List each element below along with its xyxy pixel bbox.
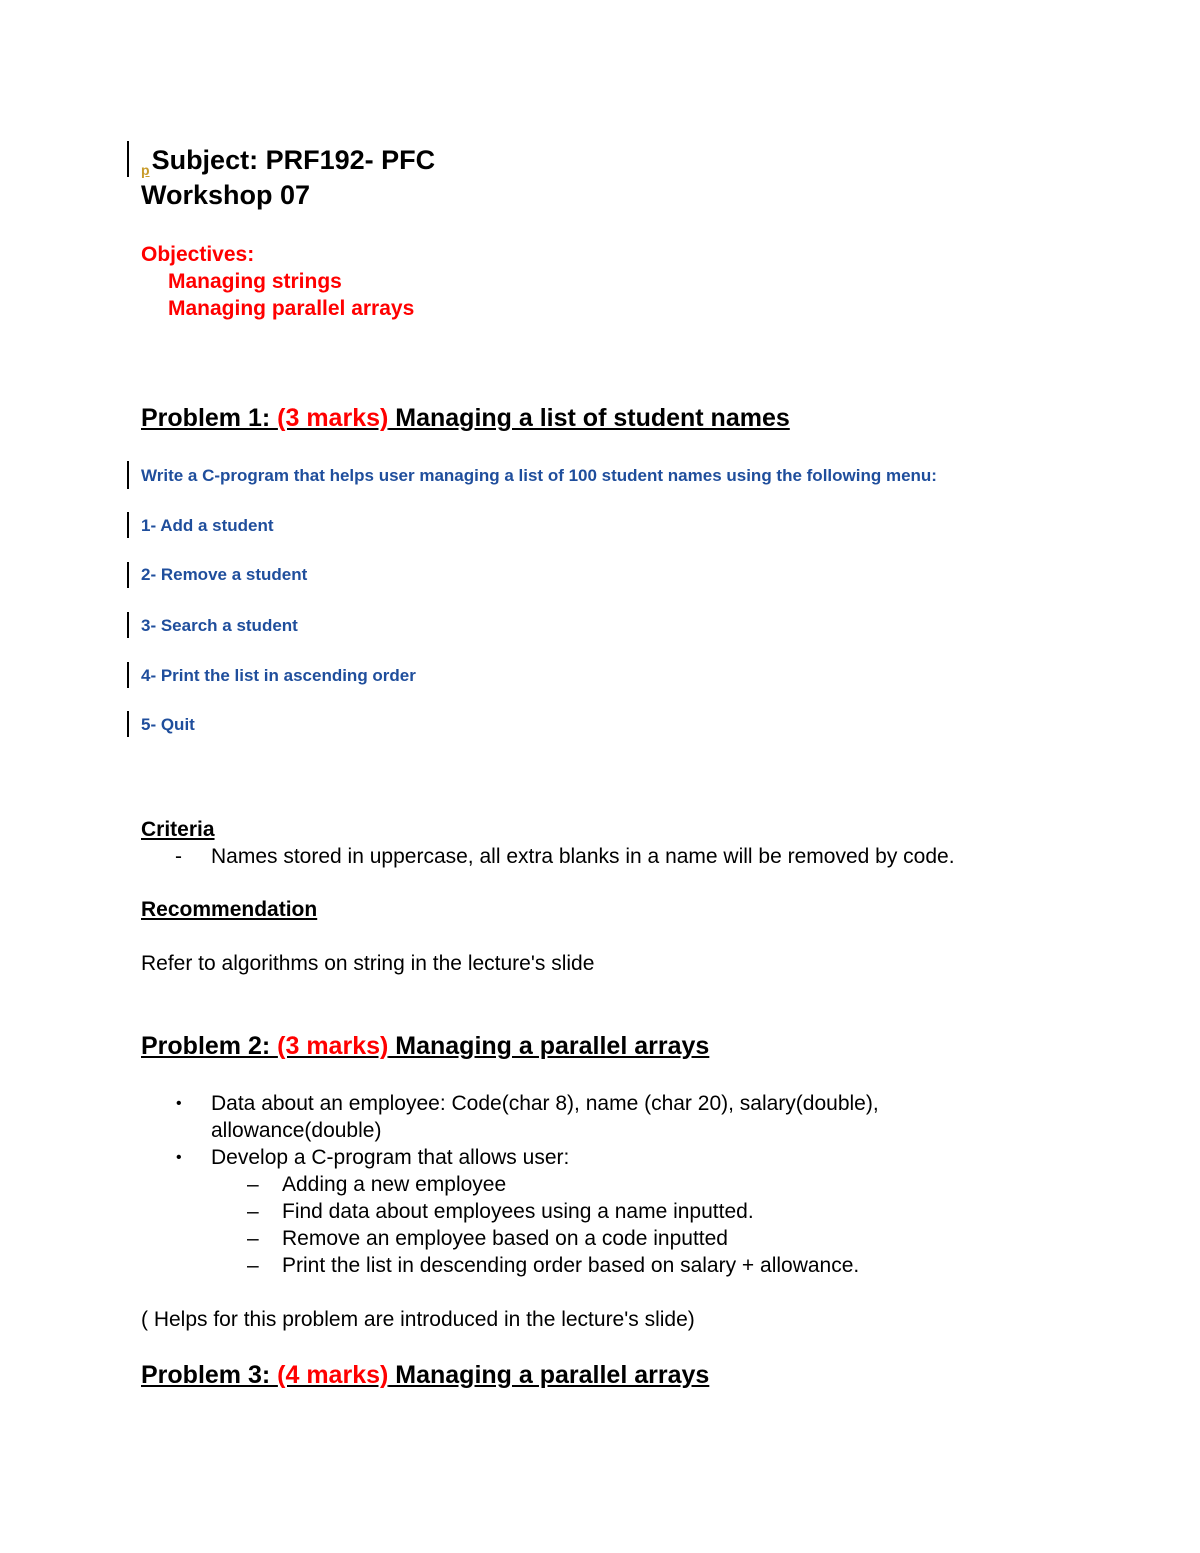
change-bar-menu-1: [127, 512, 129, 538]
problem-3-title: Managing a parallel arrays: [388, 1361, 710, 1389]
recommendation-heading: Recommendation: [141, 898, 318, 921]
problem-1-title: Managing a list of student names: [388, 404, 790, 432]
problem-2-marks: (3 marks): [277, 1032, 389, 1060]
criteria-marker: -: [175, 845, 182, 868]
bullet-marker: •: [176, 1095, 182, 1112]
subject-text: Subject: PRF192- PFC: [151, 145, 436, 175]
dash-marker: –: [247, 1200, 259, 1223]
change-bar-menu-4: [127, 662, 129, 688]
menu-item: 3- Search a student: [141, 616, 298, 635]
problem-3-marks: (4 marks): [277, 1361, 389, 1389]
workshop-heading: Workshop 07: [141, 180, 311, 210]
change-bar-intro: [127, 461, 129, 489]
problem-2-title: Managing a parallel arrays: [388, 1032, 710, 1060]
problem-1-marks: (3 marks): [277, 404, 389, 432]
objective-item: Managing parallel arrays: [168, 297, 415, 320]
change-bar-menu-2: [127, 562, 129, 588]
dash-marker: –: [247, 1227, 259, 1250]
bullet-marker: •: [176, 1149, 182, 1166]
menu-item: 5- Quit: [141, 715, 195, 734]
problem-2-label: Problem 2:: [141, 1032, 278, 1060]
employee-data-line-1: Data about an employee: Code(char 8), name (char 20), salary(double),: [211, 1092, 879, 1115]
problem-1-heading: [141, 402, 790, 434]
problem-1-intro: Write a C-program that helps user managing a list of 100 student names using the following menu:: [141, 466, 937, 485]
problem-1-label: Problem 1:: [141, 404, 278, 432]
menu-item: 4- Print the list in ascending order: [141, 666, 416, 685]
menu-item: 1- Add a student: [141, 516, 274, 535]
recommendation-text: Refer to algorithms on string in the lecture's slide: [141, 952, 595, 975]
criteria-item: Names stored in uppercase, all extra blanks in a name will be removed by code.: [211, 845, 955, 868]
criteria-heading: Criteria: [141, 818, 215, 841]
sub-item: Remove an employee based on a code inputted: [282, 1227, 728, 1250]
anchor-mark: p: [141, 162, 150, 178]
employee-data-line-2: allowance(double): [211, 1119, 382, 1142]
problem-2-note: ( Helps for this problem are introduced in the lecture's slide): [141, 1308, 695, 1331]
sub-item: Find data about employees using a name inputted.: [282, 1200, 754, 1223]
sub-item: Print the list in descending order based on salary + allowance.: [282, 1254, 860, 1277]
dash-marker: –: [247, 1254, 259, 1277]
menu-item: 2- Remove a student: [141, 565, 308, 584]
dash-marker: –: [247, 1173, 259, 1196]
subject-heading: [141, 143, 435, 181]
problem-2-heading: [141, 1030, 709, 1062]
change-bar-header: [127, 141, 129, 177]
objectives-heading: Objectives:: [141, 243, 255, 266]
change-bar-menu-5: [127, 711, 129, 737]
change-bar-menu-3: [127, 612, 129, 638]
objective-item: Managing strings: [168, 270, 342, 293]
problem-3-label: Problem 3:: [141, 1361, 278, 1389]
develop-program-text: Develop a C-program that allows user:: [211, 1146, 570, 1169]
problem-3-heading: [141, 1359, 709, 1391]
sub-item: Adding a new employee: [282, 1173, 507, 1196]
